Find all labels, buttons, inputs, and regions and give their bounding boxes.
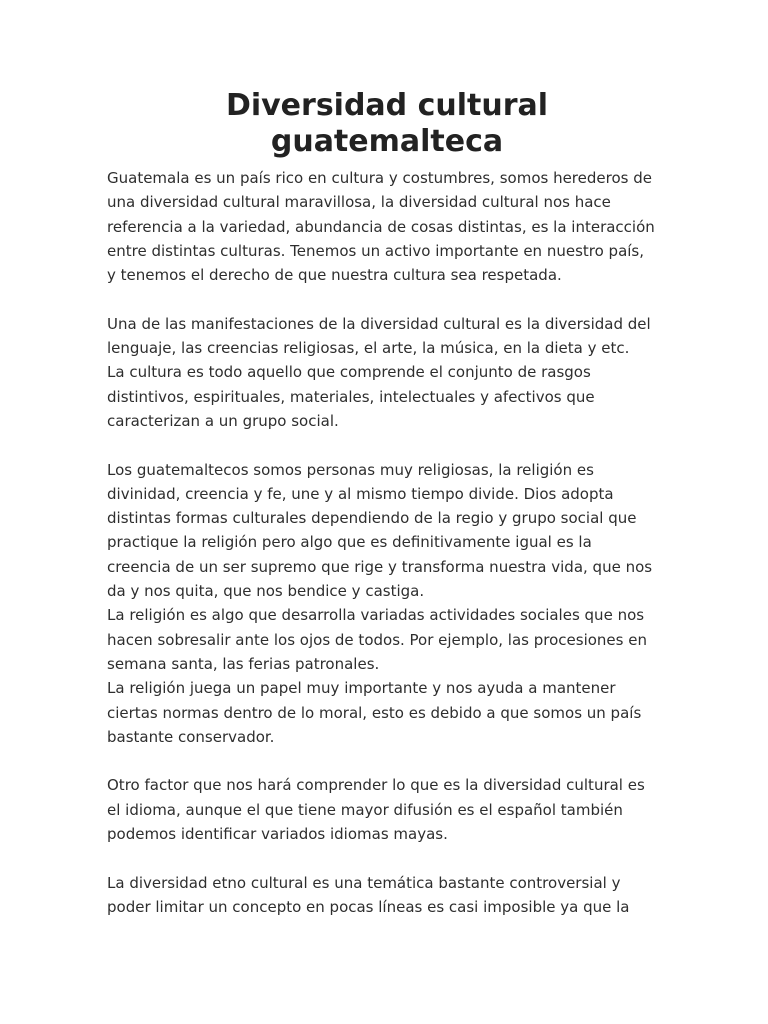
text-line: una diversidad cultural maravillosa, la diversidad cultural nos hace [107,193,611,212]
text-line: bastante conservador. [107,727,275,746]
text-line: La religión juega un papel muy importante y nos ayuda a mantener [107,679,616,698]
text-line: poder limitar un concepto en pocas líneas es casi imposible ya que la [107,897,630,916]
text-line: podemos identificar variados idiomas mayas. [107,825,448,844]
paragraph-manifestations [107,312,667,433]
text-line: entre distintas culturas. Tenemos un activo importante en nuestro país, [107,241,645,260]
title-line: guatemalteca [270,124,504,159]
text-line: divinidad, creencia y fe, une y al mismo tiempo divide. Dios adopta [107,484,614,503]
text-line: da y nos quita, que nos bendice y castiga. [107,582,425,601]
paragraph-intro [107,166,667,287]
paragraph-ethno-cultural [107,871,667,920]
text-line: Una de las manifestaciones de la diversidad cultural es la diversidad del [107,314,651,333]
document-page [107,88,667,944]
text-line: y tenemos el derecho de que nuestra cultura sea respetada. [107,266,562,285]
text-line: Otro factor que nos hará comprender lo que es la diversidad cultural es [107,776,645,795]
paragraph-religion [107,458,667,750]
text-line: La diversidad etno cultural es una temática bastante controversial y [107,873,621,892]
text-line: La religión es algo que desarrolla variadas actividades sociales que nos [107,606,645,625]
text-line: Guatemala es un país rico en cultura y costumbres, somos herederos de [107,169,652,187]
paragraph-language [107,773,667,846]
text-line: distintas formas culturales dependiendo de la regio y grupo social que [107,509,637,528]
title-line: Diversidad cultural [225,88,549,123]
text-line: La cultura es todo aquello que comprende el conjunto de rasgos [107,363,591,382]
text-line: hacen sobresalir ante los ojos de todos. Por ejemplo, las procesiones en [107,630,647,649]
text-line: caracterizan a un grupo social. [107,411,339,430]
text-line: distintivos, espirituales, materiales, intelectuales y afectivos que [107,387,595,406]
text-line: practique la religión pero algo que es definitivamente igual es la [107,533,592,552]
text-line: Los guatemaltecos somos personas muy religiosas, la religión es [107,460,594,479]
text-line: referencia a la variedad, abundancia de cosas distintas, es la interacción [107,217,655,236]
text-line: lenguaje, las creencias religiosas, el arte, la música, en la dieta y etc. [107,339,630,358]
text-line: creencia de un ser supremo que rige y transforma nuestra vida, que nos [107,557,653,576]
text-line: el idioma, aunque el que tiene mayor difusión es el español también [107,800,623,819]
text-line: ciertas normas dentro de lo moral, esto es debido a que somos un país [107,703,642,722]
document-title [107,88,667,160]
text-line: semana santa, las ferias patronales. [107,654,380,673]
